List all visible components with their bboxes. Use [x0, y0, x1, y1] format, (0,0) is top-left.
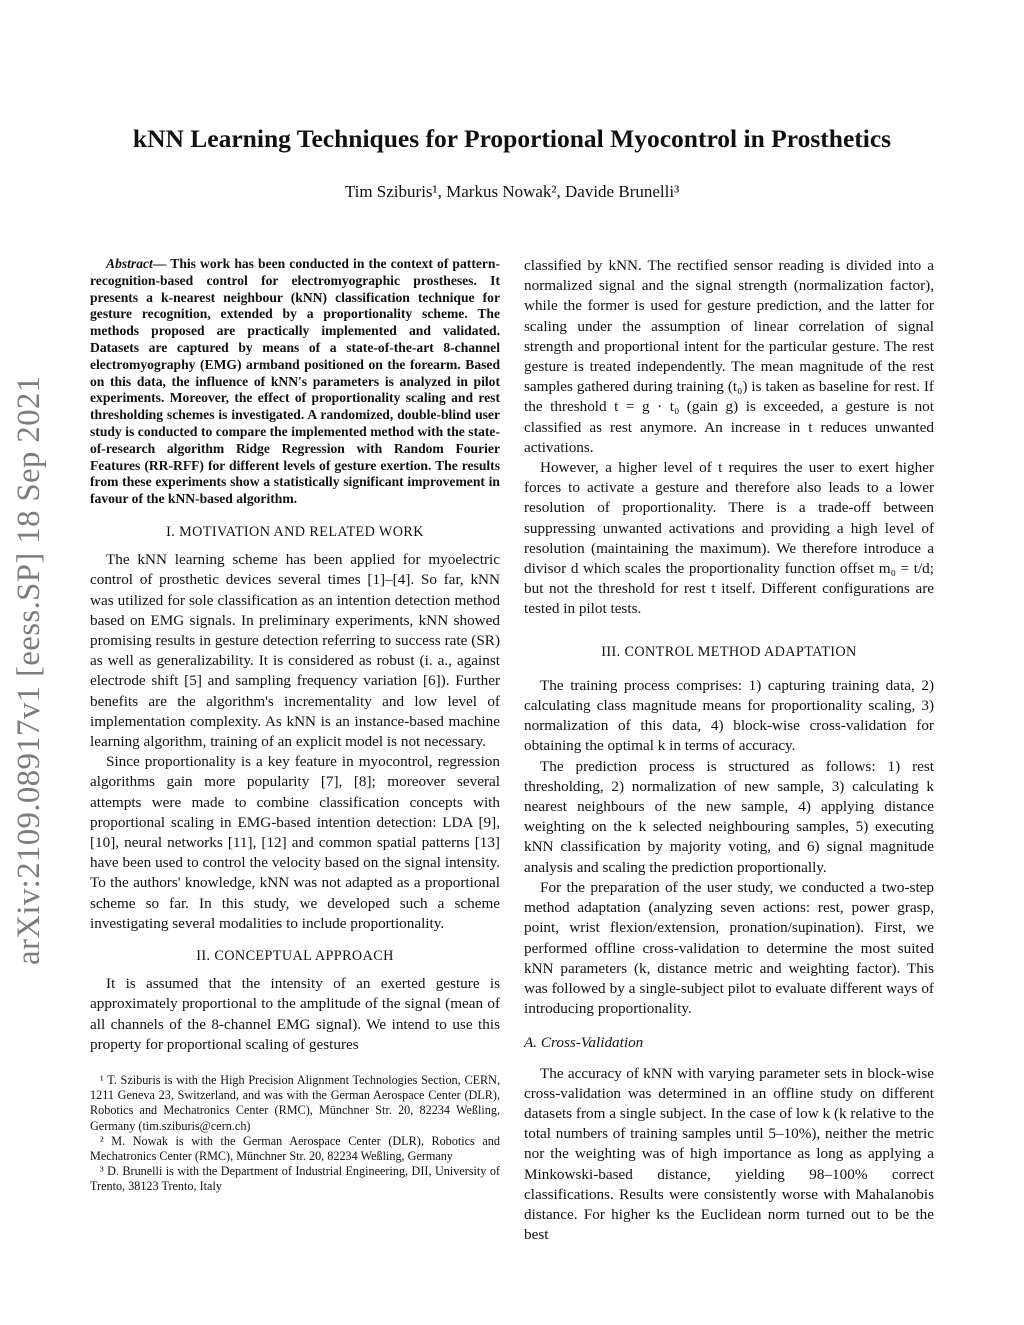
paragraph: It is assumed that the intensity of an exerted gesture is approximately proportional to the amplitude of the signal (mean of all channels of the 8-channel EMG signal). We intend to use this property for proportional scaling of gestures: [90, 975, 500, 1053]
abstract-label: Abstract—: [106, 256, 167, 271]
footnotes: [90, 1073, 500, 1195]
paragraph: The training process comprises: 1) capturing training data, 2) calculating class magnitude means for proportionality scaling, 3) normalization of this data, 4) block-wise cross-validation for obtaining the optimal k in terms of accuracy.: [524, 676, 934, 755]
abstract-text: This work has been conducted in the context of pattern-recognition-based control for electromyographic prostheses. It presents a k-nearest neighbour (kNN) classification technique for gesture recognition, extended by a proportionality scheme. The methods proposed are practically implemented and validated. Datasets are captured by means of a state-of-the-art 8-channel electromyography (EMG) armband positioned on the forearm. Based on this data, the influence of kNN's parameters is analyzed in pilot experiments. Moreover, the effect of proportionality scaling and rest thresholding schemes is investigated. A randomized, double-blind user study is conducted to compare the implemented method with the state-of-research algorithm Ridge Regression with Random Fourier Features (RR-RFF) for different levels of gesture exertion. The results from these experiments show a statistically significant improvement in favour of the kNN-based algorithm.: [90, 256, 500, 507]
paragraph: Since proportionality is a key feature in myocontrol, regression algorithms gain more popularity [7], [8]; moreover several attempts were made to combine classification concepts with proportional scaling in EMG-based intention detection: LDA [9], [10], neural networks [11], [12] and common spatial patterns [13] have been used to control the velocity based on the signal intensity. To the authors' knowledge, kNN was not adapted as a proportional scheme so far. In this study, we developed such a scheme investigating several modalities to include proportionality.: [90, 753, 500, 932]
paragraph: classified by kNN. The rectified sensor reading is divided into a normalized signal and the signal strength (normalization factor), while the former is used for gesture prediction, and the latter for scaling under the assumption of linear correlation of signal strength and proportional intent for the particular gesture. The rest gesture is treated independently. The mean magnitude of the rest samples gathered during training (t₀) is taken as baseline for rest. If the threshold t = g · t₀ (gain g) is exceeded, a gesture is not classified as rest anymore. An increase in t reduces unwanted activations.: [524, 257, 934, 456]
paragraph: The kNN learning scheme has been applied for myoelectric control of prosthetic devices several times [1]–[4]. So far, kNN was utilized for sole classification as an intention detection method based on EMG signals. In preliminary experiments, kNN showed promising results in gesture detection referring to success rate (SR) as well as generalizability. It is considered as robust (i. a., against electrode shift [5] and sampling frequency variation [6]). Further benefits are the algorithm's incrementality and low level of implementation complexity. As kNN is an instance-based machine learning algorithm, training of an explicit model is not necessary.: [90, 551, 500, 750]
section-heading-3: III. CONTROL METHOD ADAPTATION: [601, 643, 857, 660]
footnote-1: ¹ T. Sziburis is with the High Precision Alignment Technologies Section, CERN, 1211 Geneva 23, Switzerland, and was with the German Aerospace Center (DLR), Robotics and Mechatronics Center (RMC), Münchner Str. 20, 82234 Weßling, Germany (tim.sziburis@cern.ch): [90, 1073, 500, 1133]
abstract: [90, 256, 500, 508]
paragraph: The prediction process is structured as follows: 1) rest thresholding, 2) normalization of new sample, 3) calculating k nearest neighbours of the new sample, 4) applying distance weighting on the k selected neighbouring samples, 5) executing kNN classification by majority voting, and 6) signal magnitude analysis and scaling the prediction proportionally.: [524, 757, 934, 876]
paragraph: For the preparation of the user study, we conducted a two-step method adaptation (analyzing seven actions: rest, power grasp, point, wrist flexion/extension, pronation/supination). First, we performed offline cross-validation to determine the most suited kNN parameters (k, distance metric and weighting factor). This was followed by a single-subject pilot to evaluate different ways of introducing proportionality.: [524, 878, 934, 1018]
paragraph: The accuracy of kNN with varying parameter sets in block-wise cross-validation was determined in an offline study on different datasets from a single subject. In the case of low k (k relative to the total numbers of training samples until 5–10%), neither the metric nor the weighting was of high importance as long as applying a Minkowski-based distance, yielding 98–100% correct classifications. Results were consistently worse with Mahalanobis distance. For higher ks the Euclidean norm turned out to be the best: [524, 1064, 934, 1244]
left-column: [90, 256, 500, 1195]
footnote-3: ³ D. Brunelli is with the Department of Industrial Engineering, DII, University of Trento, 38123 Trento, Italy: [90, 1164, 500, 1194]
section-heading-2: II. CONCEPTUAL APPROACH: [196, 948, 394, 965]
footnote-2: ² M. Nowak is with the German Aerospace Center (DLR), Robotics and Mechatronics Center (RMC), Münchner Str. 20, 82234 Weßling, Germany: [90, 1133, 500, 1164]
arxiv-identifier: arXiv:2109.08917v1 [eess.SP] 18 Sep 2021: [11, 375, 47, 965]
author-list: Tim Sziburis¹, Markus Nowak², Davide Brunelli³: [344, 182, 680, 201]
right-column: [524, 256, 934, 1245]
subsection-heading-a: A. Cross-Validation: [524, 1034, 644, 1052]
section-heading-1: I. MOTIVATION AND RELATED WORK: [166, 523, 424, 540]
paragraph: However, a higher level of t requires the user to exert higher forces to activate a gesture and therefore also leads to a lower resolution of proportionality. There is a trade-off between suppressing unwanted activations and providing a high level of resolution (maintaining the maximum). We therefore introduce a divisor d which scales the proportionality function offset m₀ = t/d; but not the threshold for rest t itself. Different configurations are tested in pilot tests.: [524, 459, 934, 618]
paper-title: kNN Learning Techniques for Proportional Myocontrol in Prosthetics: [132, 124, 892, 153]
